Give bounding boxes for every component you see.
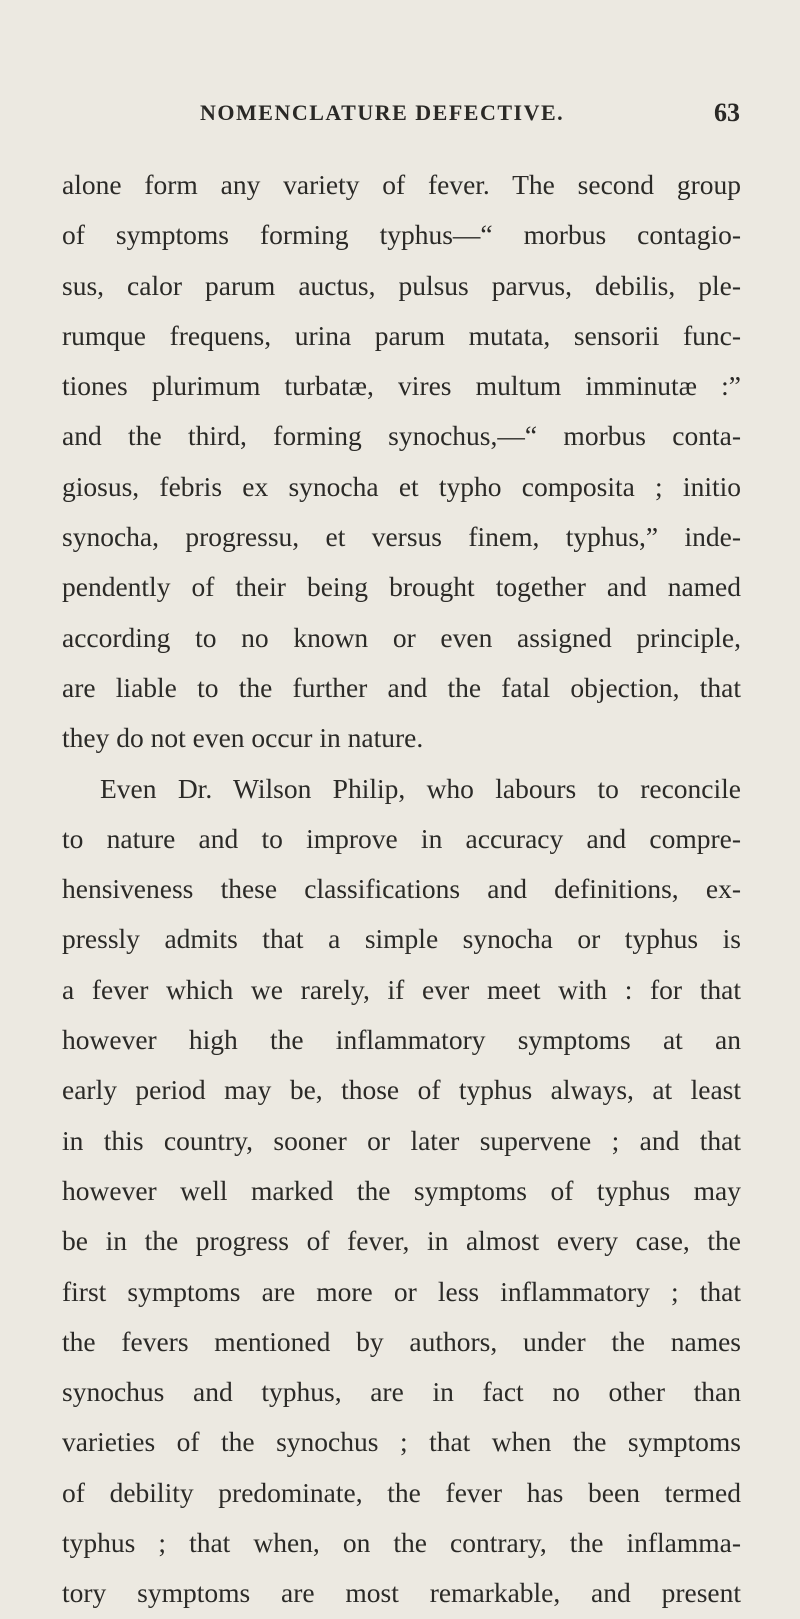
text-line: early period may be, those of typhus always, at least (62, 1074, 741, 1106)
text-line: according to no known or even assigned principle, (62, 621, 741, 653)
running-title: NOMENCLATURE DEFECTIVE. (200, 100, 565, 125)
text-line: first symptoms are more or less inflammatory ; that (62, 1275, 741, 1307)
text-line: however high the inflammatory symptoms at an (62, 1024, 741, 1056)
text-line: are liable to the further and the fatal objection, that (62, 671, 741, 703)
running-head (200, 100, 740, 134)
text-line: tiones plurimum turbatæ, vires multum imminutæ :” (62, 370, 741, 402)
text-line: sus, calor parum auctus, pulsus parvus, debilis, ple- (62, 269, 741, 301)
text-line: they do not even occur in nature. (62, 722, 424, 754)
text-line: synochus and typhus, are in fact no other than (62, 1376, 741, 1408)
text-line: a fever which we rarely, if ever meet with : for that (62, 973, 741, 1005)
page-number: 63 (714, 98, 740, 127)
text-line: in this country, sooner or later supervene ; and that (62, 1124, 741, 1156)
text-line: however well marked the symptoms of typhus may (62, 1174, 741, 1206)
paragraph-start-line: Even Dr. Wilson Philip, who labours to reconcile (100, 772, 741, 804)
text-line: varieties of the synochus ; that when the symptoms (62, 1426, 741, 1458)
text-line: giosus, febris ex synocha et typho composita ; initio (62, 470, 741, 502)
text-line: synocha, progressu, et versus finem, typhus,” inde- (62, 521, 741, 553)
text-line: typhus ; that when, on the contrary, the inflamma- (62, 1527, 741, 1559)
text-line: alone form any variety of fever. The second group (62, 169, 741, 200)
text-line: tory symptoms are most remarkable, and present (62, 1577, 741, 1609)
text-line: be in the progress of fever, in almost every case, the (62, 1225, 741, 1257)
text-line: of symptoms forming typhus—“ morbus contagio- (62, 219, 741, 251)
text-line: rumque frequens, urina parum mutata, sensorii func- (62, 319, 741, 351)
text-line: and the third, forming synochus,—“ morbus conta- (62, 420, 741, 452)
body-text (62, 160, 741, 1619)
text-line: hensiveness these classifications and definitions, ex- (62, 873, 741, 905)
text-line: pendently of their being brought together and named (62, 571, 741, 603)
text-line: of debility predominate, the fever has been termed (62, 1476, 741, 1508)
text-line: pressly admits that a simple synocha or typhus is (62, 923, 741, 955)
text-line: the fevers mentioned by authors, under the names (62, 1325, 741, 1357)
text-line: to nature and to improve in accuracy and compre- (62, 822, 741, 854)
